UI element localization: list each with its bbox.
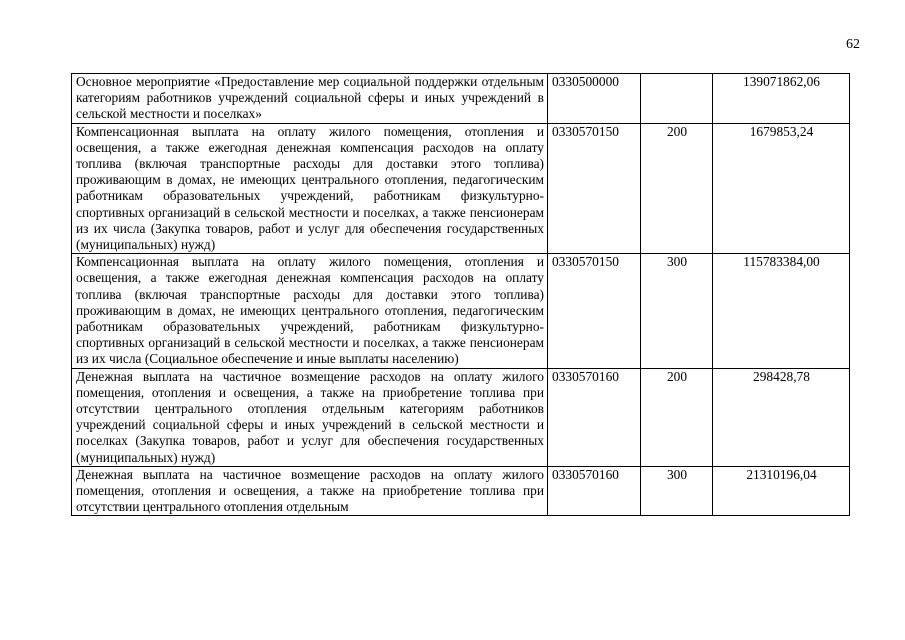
- row-expense-type: 200: [641, 123, 713, 254]
- row-target-code: 0330570160: [548, 466, 641, 516]
- budget-table: [71, 73, 850, 516]
- table-row: [72, 123, 850, 254]
- row-expense-type: 300: [641, 254, 713, 368]
- row-description: Компенсационная выплата на оплату жилого помещения, отопления и освещения, а также ежегодная денежная компенсация расходов на оплату топлива (включая транспортные расходы для доставки этого топлива) проживающим в домах, не имеющих центрального отопления, педагогическим работникам образовательных учреждений, работникам физкультурно-спортивных организаций в сельской местности и поселках, а также пенсионерам из их числа (Закупка товаров, работ и услуг для обеспечения государственных (муниципальных) нужд): [72, 123, 548, 254]
- row-amount: 298428,78: [713, 368, 850, 466]
- row-description: Денежная выплата на частичное возмещение расходов на оплату жилого помещения, отопления и освещения, а также на приобретение топлива при отсутствии центрального отопления отдельным категориям работников учреждений социальной сферы и иных учреждений в сельской местности и поселках (Закупка товаров, работ и услуг для обеспечения государственных (муниципальных) нужд): [72, 368, 548, 466]
- row-amount: 115783384,00: [713, 254, 850, 368]
- table-row: [72, 466, 850, 516]
- row-target-code: 0330570160: [548, 368, 641, 466]
- row-description: Компенсационная выплата на оплату жилого помещения, отопления и освещения, а также ежегодная денежная компенсация расходов на оплату топлива (включая транспортные расходы для доставки этого топлива) проживающим в домах, не имеющих центрального отопления, педагогическим работникам образовательных учреждений, работникам физкультурно-спортивных организаций в сельской местности и поселках, а также пенсионерам из их числа (Социальное обеспечение и иные выплаты населению): [72, 254, 548, 368]
- row-amount: 139071862,06: [713, 74, 850, 124]
- row-description: Основное мероприятие «Предоставление мер социальной поддержки отдельным категориям работников учреждений социальной сферы и иных учреждений в сельской местности и поселках»: [72, 74, 548, 124]
- table-row: [72, 368, 850, 466]
- page-number: 62: [846, 37, 860, 52]
- row-amount: 1679853,24: [713, 123, 850, 254]
- row-expense-type: [641, 74, 713, 124]
- row-expense-type: 200: [641, 368, 713, 466]
- row-target-code: 0330570150: [548, 123, 641, 254]
- row-expense-type: 300: [641, 466, 713, 516]
- row-amount: 21310196,04: [713, 466, 850, 516]
- table-row: [72, 74, 850, 124]
- row-target-code: 0330500000: [548, 74, 641, 124]
- table-row: [72, 254, 850, 368]
- row-description: Денежная выплата на частичное возмещение расходов на оплату жилого помещения, отопления и освещения, а также на приобретение топлива при отсутствии центрального отопления отдельным: [72, 466, 548, 516]
- row-target-code: 0330570150: [548, 254, 641, 368]
